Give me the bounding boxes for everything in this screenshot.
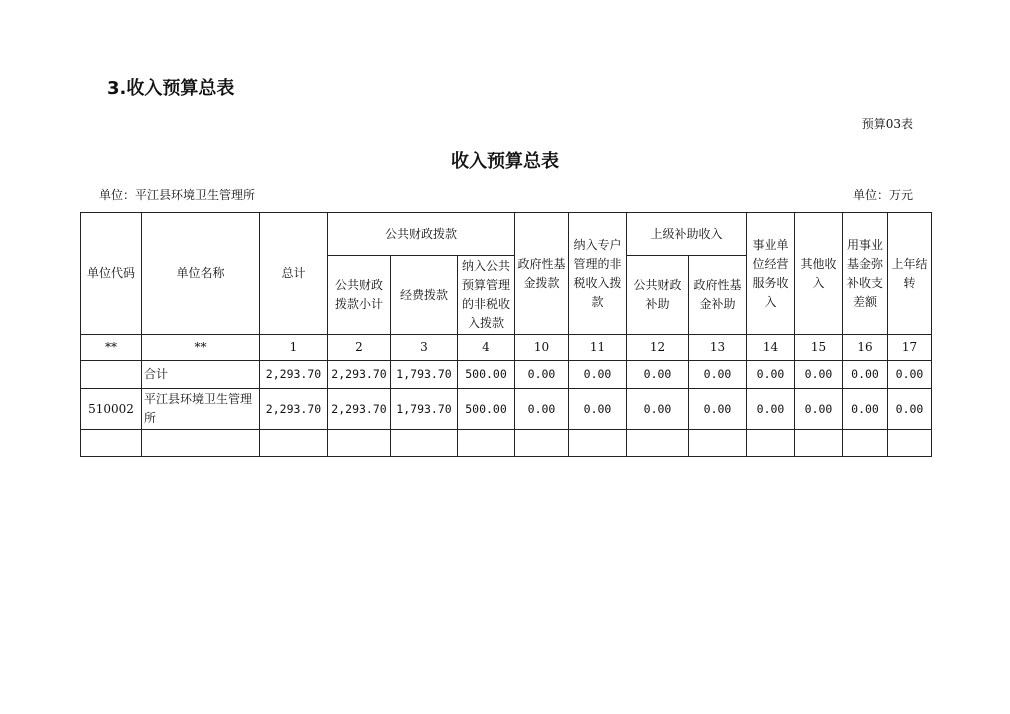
- index-cell: 17: [888, 335, 932, 361]
- empty-cell: [627, 430, 689, 457]
- value-cell: 0.00: [843, 361, 888, 389]
- header-superior-subsidy: 上级补助收入: [627, 213, 747, 256]
- index-cell: 11: [569, 335, 627, 361]
- value-cell: 1,793.70: [391, 361, 458, 389]
- value-cell: 0.00: [843, 389, 888, 430]
- empty-cell: [689, 430, 747, 457]
- header-fund-offset: 用事业基金弥补收支差额: [843, 213, 888, 335]
- value-cell: 0.00: [627, 361, 689, 389]
- index-cell: 4: [458, 335, 515, 361]
- index-cell: 15: [795, 335, 843, 361]
- value-cell: 2,293.70: [260, 389, 328, 430]
- empty-cell: [569, 430, 627, 457]
- index-cell: 2: [328, 335, 391, 361]
- header-public-fiscal-subsidy: 公共财政补助: [627, 256, 689, 335]
- value-cell: 0.00: [888, 389, 932, 430]
- value-cell: 500.00: [458, 361, 515, 389]
- empty-cell: [81, 430, 142, 457]
- unit-code-cell: 510002: [81, 389, 142, 430]
- header-public-fiscal: 公共财政拨款: [328, 213, 515, 256]
- value-cell: 500.00: [458, 389, 515, 430]
- value-cell: 0.00: [689, 361, 747, 389]
- header-business-income: 事业单位经营服务收入: [747, 213, 795, 335]
- currency-unit-label: 单位：万元: [852, 188, 913, 202]
- unit-label: 单位：平江县环境卫生管理所: [99, 188, 256, 202]
- value-cell: 2,293.70: [260, 361, 328, 389]
- value-cell: 0.00: [515, 389, 569, 430]
- unit-code-cell: [81, 361, 142, 389]
- income-budget-table: [80, 212, 932, 457]
- empty-cell: [142, 430, 260, 457]
- unit-name-cell: 平江县环境卫生管理所: [142, 389, 260, 430]
- empty-cell: [515, 430, 569, 457]
- value-cell: 0.00: [747, 389, 795, 430]
- header-public-fiscal-subtotal: 公共财政拨款小计: [328, 256, 391, 335]
- header-carryover: 上年结转: [888, 213, 932, 335]
- empty-cell: [328, 430, 391, 457]
- value-cell: 0.00: [747, 361, 795, 389]
- value-cell: 0.00: [795, 361, 843, 389]
- index-cell: 3: [391, 335, 458, 361]
- index-cell: **: [142, 335, 260, 361]
- value-cell: 0.00: [515, 361, 569, 389]
- header-gov-fund-subsidy: 政府性基金补助: [689, 256, 747, 335]
- header-nontax-allocation: 纳入公共预算管理的非税收入拨款: [458, 256, 515, 335]
- empty-cell: [260, 430, 328, 457]
- header-other-income: 其他收入: [795, 213, 843, 335]
- header-gov-fund-allocation: 政府性基金拨款: [515, 213, 569, 335]
- empty-cell: [888, 430, 932, 457]
- header-special-nontax: 纳入专户管理的非税收入拨款: [569, 213, 627, 335]
- form-code: 预算03表: [861, 117, 913, 131]
- value-cell: 2,293.70: [328, 389, 391, 430]
- header-unit-name: 单位名称: [142, 213, 260, 335]
- value-cell: 2,293.70: [328, 361, 391, 389]
- empty-cell: [843, 430, 888, 457]
- index-cell: 12: [627, 335, 689, 361]
- header-expense-allocation: 经费拨款: [391, 256, 458, 335]
- value-cell: 0.00: [888, 361, 932, 389]
- header-unit-code: 单位代码: [81, 213, 142, 335]
- empty-cell: [795, 430, 843, 457]
- table-row-total: [81, 361, 932, 389]
- value-cell: 0.00: [795, 389, 843, 430]
- value-cell: 0.00: [689, 389, 747, 430]
- empty-cell: [747, 430, 795, 457]
- index-cell: 16: [843, 335, 888, 361]
- value-cell: 1,793.70: [391, 389, 458, 430]
- index-cell: 13: [689, 335, 747, 361]
- empty-row: [81, 430, 932, 457]
- value-cell: 0.00: [569, 361, 627, 389]
- index-cell: **: [81, 335, 142, 361]
- index-row: [81, 335, 932, 361]
- empty-cell: [391, 430, 458, 457]
- index-cell: 14: [747, 335, 795, 361]
- header-total: 总计: [260, 213, 328, 335]
- table-title: 收入预算总表: [451, 151, 559, 172]
- index-cell: 10: [515, 335, 569, 361]
- value-cell: 0.00: [627, 389, 689, 430]
- table-row: [81, 389, 932, 430]
- unit-name-cell: 合计: [142, 361, 260, 389]
- section-heading: 3.收入预算总表: [107, 78, 235, 99]
- value-cell: 0.00: [569, 389, 627, 430]
- empty-cell: [458, 430, 515, 457]
- index-cell: 1: [260, 335, 328, 361]
